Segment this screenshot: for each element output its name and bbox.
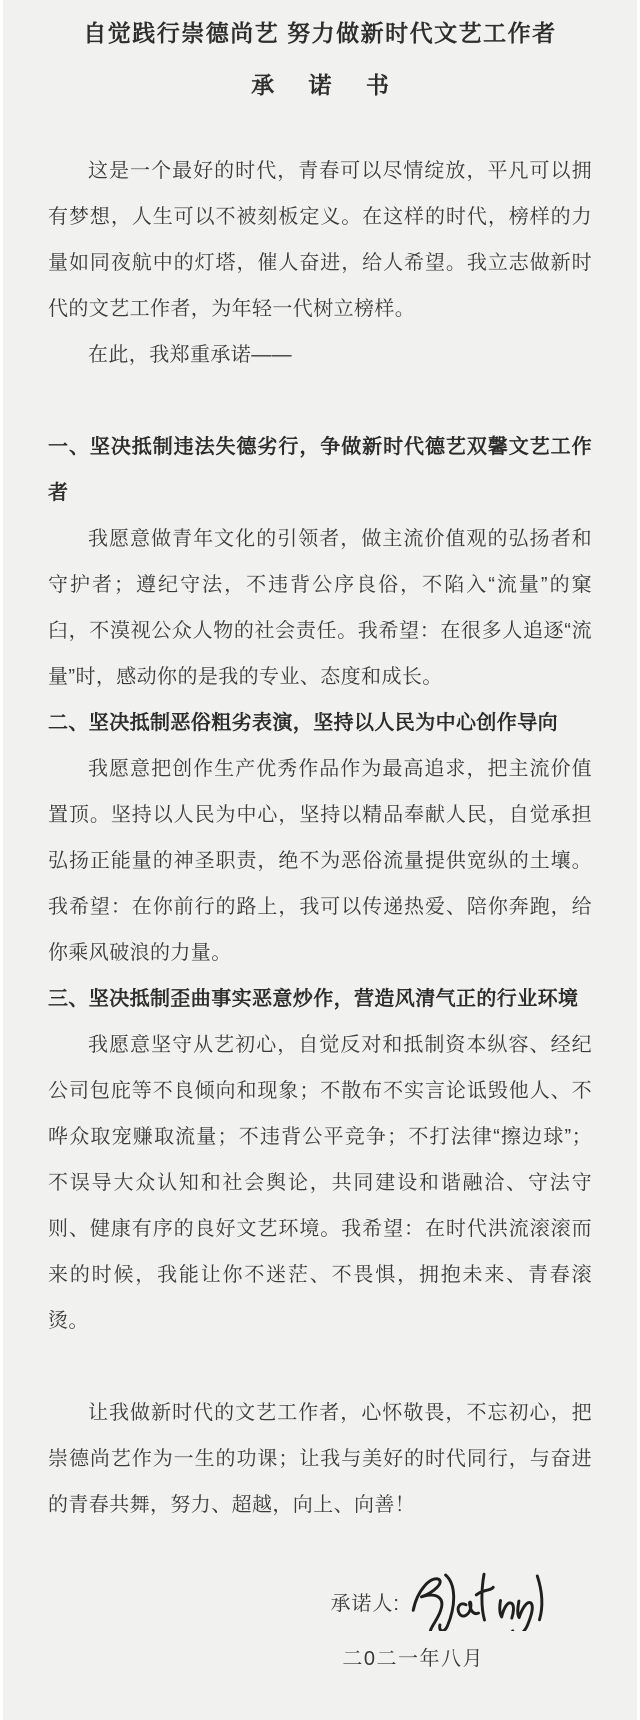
section-1-heading: 一、坚决抵制违法失德劣行，争做新时代德艺双馨文艺工作者 [48,436,592,504]
signature-row [48,1574,592,1634]
document-subtitle: 承 诺 书 [251,72,403,98]
intro-paragraph: 这是一个最好的时代，青春可以尽情绽放，平凡可以拥有梦想，人生可以不被刻板定义。在这样的时代，榜样的力量如同夜航中的灯塔，催人奋进，给人希望。我立志做新时代的文艺工作者，为年轻一代树立榜样。 [48,160,592,320]
closing-paragraph: 让我做新时代的文艺工作者，心怀敬畏，不忘初心，把崇德尚艺作为一生的功课；让我与美好的时代同行，与奋进的青春共舞，努力、超越，向上、向善！ [48,1402,592,1516]
section-2-body: 我愿意把创作生产优秀作品作为最高追求，把主流价值置顶。坚持以人民为中心，坚持以精品奉献人民，自觉承担弘扬正能量的神圣职责，绝不为恶俗流量提供宽纵的土壤。我希望：在你前行的路上，我可以传递热爱、陪你奔跑，给你乘风破浪的力量。 [48,758,592,964]
section-3-body: 我愿意坚守从艺初心，自觉反对和抵制资本纵容、经纪公司包庇等不良倾向和现象；不散布不实言论诋毁他人、不哗众取宠赚取流量；不违背公平竞争；不打法律“擦边球”；不误导大众认知和社会舆论，共同建设和谐融洽、守法守则、健康有序的良好文艺环境。我希望：在时代洪流滚滚而来的时候，我能让你不迷茫、不畏惧，拥抱未来、青春滚烫。 [48,1034,592,1332]
section-3-heading: 三、坚决抵制歪曲事实恶意炒作，营造风清气正的行业环境 [48,988,579,1010]
signatory-label: 承诺人: [330,1593,400,1615]
section-1-body: 我愿意做青年文化的引领者，做主流价值观的弘扬者和守护者；遵纪守法，不违背公序良俗，不陷入“流量”的窠臼，不漠视公众人物的社会责任。我希望：在很多人追逐“流量”时，感动你的是我的专业、态度和成长。 [48,528,592,688]
section-2-heading: 二、坚决抵制恶俗粗劣表演，坚持以人民为中心创作导向 [48,712,558,734]
document-title: 自觉践行崇德尚艺 努力做新时代文艺工作者 [83,20,557,46]
promise-letter-document [3,0,637,1720]
signature-date: 二0二一年八月 [342,1648,484,1670]
pledge-lead-in: 在此，我郑重承诺—— [88,344,292,366]
handwritten-signature-icon [404,1567,562,1631]
